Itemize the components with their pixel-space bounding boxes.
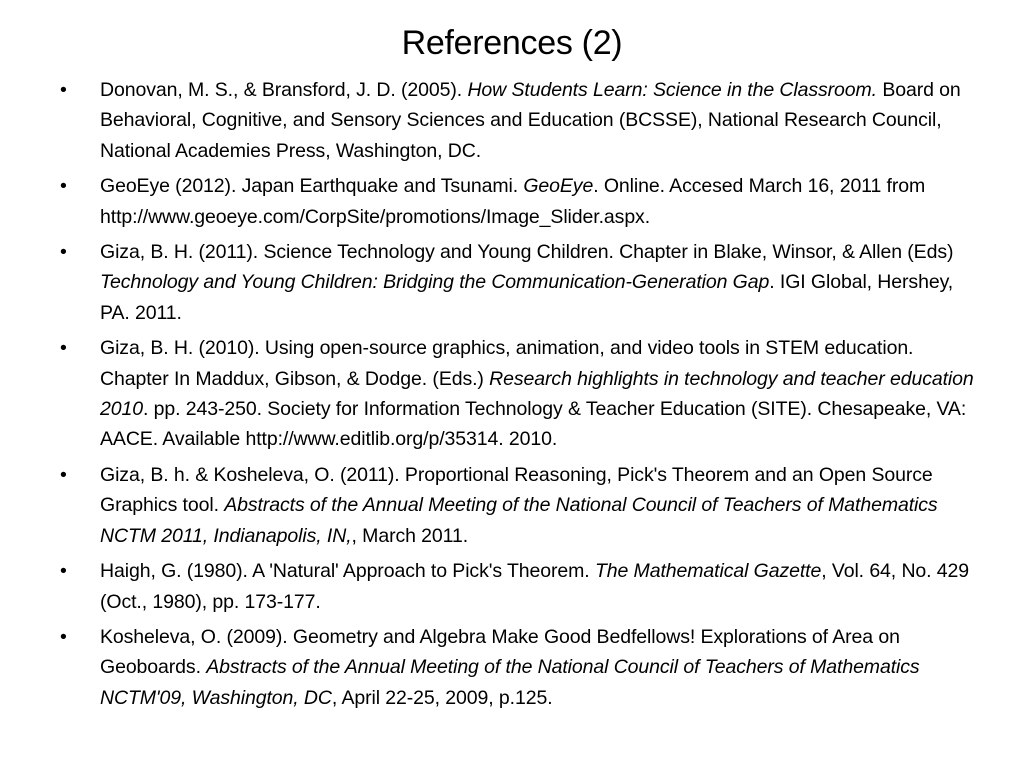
bullet-icon: • (60, 175, 67, 198)
reference-text (100, 79, 961, 162)
reference-text (100, 175, 925, 227)
reference-item (60, 237, 975, 328)
reference-text-segment: GeoEye (2012). Japan Earthquake and Tsunami. (100, 175, 524, 198)
bullet-icon: • (60, 560, 67, 583)
reference-item (60, 556, 975, 617)
reference-text-segment: Giza, B. h. & Kosheleva, O. (2011). Proportional Reasoning, Pick's Theorem and an Open Source Graphics tool. (100, 463, 933, 517)
reference-item (60, 171, 975, 232)
reference-text-segment: , April 22-25, 2009, p.125. (331, 686, 553, 709)
reference-text-segment: Donovan, M. S., & Bransford, J. D. (2005). (100, 79, 468, 101)
reference-text-segment: , March 2011. (351, 524, 469, 547)
reference-text-segment: . Online. Accesed March 16, 2011 from http://www.geoeye.com/CorpSite/promotions/Image_Slider.aspx. (100, 175, 926, 228)
bullet-icon: • (60, 79, 67, 101)
reference-title-italic: Research highlights in technology and teacher education 2010 (100, 367, 974, 421)
reference-text-segment: Giza, B. H. (2011). Science Technology and Young Children. Chapter in Blake, Winsor, & Allen (Eds) (100, 241, 954, 264)
reference-title-italic: Technology and Young Children: Bridging the Communication-Generation Gap (100, 271, 770, 294)
reference-text-segment: Board on Behavioral, Cognitive, and Sensory Sciences and Education (BCSSE), National Research Council, National Academies Press, Washington, DC. (100, 79, 961, 162)
reference-title-italic: Abstracts of the Annual Meeting of the National Council of Teachers of Mathematics NCTM'09, Washington, DC (100, 656, 920, 709)
reference-title-italic: How Students Learn: Science in the Classroom. (467, 79, 877, 101)
reference-text (100, 241, 953, 324)
reference-text-segment: . pp. 243-250. Society for Information Technology & Teacher Education (SITE). Chesapeake, VA: AACE. Available http://www.editlib.org/p/35314. 2010. (100, 398, 967, 451)
reference-text-segment: Kosheleva, O. (2009). Geometry and Algebra Make Good Bedfellows! Explorations of Area on Geoboards. (100, 625, 900, 679)
bullet-icon: • (60, 337, 67, 360)
reference-item (60, 333, 975, 455)
reference-text-segment: Giza, B. H. (2010). Using open-source graphics, animation, and video tools in STEM education. Chapter In Maddux, Gibson, & Dodge. (Eds.) (100, 337, 914, 390)
reference-text (100, 626, 920, 709)
reference-title-italic: GeoEye (523, 175, 594, 198)
reference-text-segment: Haigh, G. (1980). A 'Natural' Approach to Pick's Theorem. (100, 560, 595, 583)
reference-text (100, 560, 969, 612)
reference-text-segment: . IGI Global, Hershey, PA. 2011. (100, 271, 954, 324)
bullet-icon: • (60, 241, 67, 264)
reference-list (60, 75, 975, 718)
reference-item (60, 75, 975, 166)
bullet-icon: • (60, 625, 67, 648)
reference-text (100, 464, 938, 547)
reference-text-segment: , Vol. 64, No. 429 (Oct., 1980), pp. 173-177. (100, 560, 970, 613)
reference-item (60, 460, 975, 551)
reference-item (60, 622, 975, 713)
reference-title-italic: Abstracts of the Annual Meeting of the National Council of Teachers of Mathematics NCTM 2011, Indianapolis, IN, (100, 494, 938, 547)
slide-title: References (2) (401, 24, 623, 62)
reference-text (100, 337, 974, 450)
reference-title-italic: The Mathematical Gazette (594, 560, 822, 583)
bullet-icon: • (60, 463, 67, 486)
